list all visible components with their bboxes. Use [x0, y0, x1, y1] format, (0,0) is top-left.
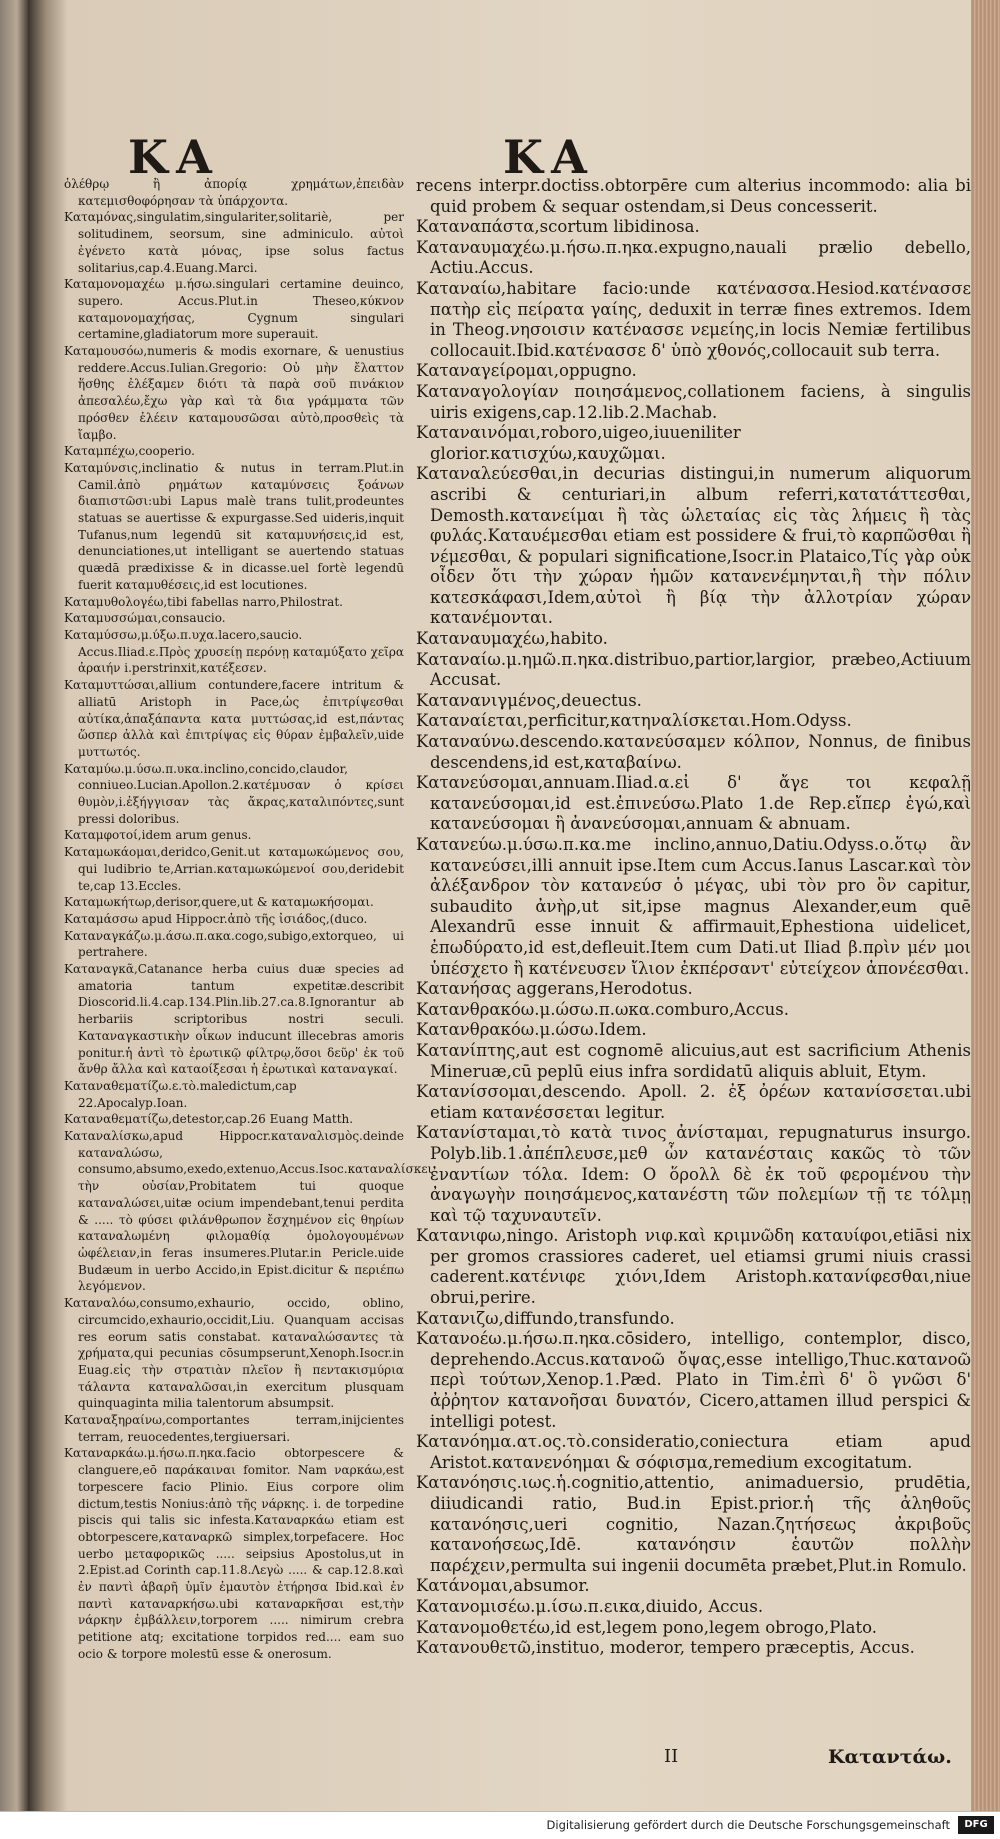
funding-notice: Digitalisierung gefördert durch die Deutsche Forschungsgemeinschaft — [546, 1818, 950, 1832]
dictionary-entry: Κατανομισέω.μ.ίσω.π.εικα,diuido, Accus. — [416, 1596, 764, 1616]
dictionary-entry: Καταναθεματίζω,detestor,cap.26 Euang Matth. — [64, 1112, 354, 1127]
dictionary-entry: Καταναξηραίνω,comportantes terram,inijcientes terram, reuocedentes,tergiuersari. — [64, 1413, 404, 1444]
dictionary-entry: Καταναλίσκω,apud Hippocr.καταναλισμὸς.deinde καταναλώσω, consumo,absumo,exedo,extenuo,Accus.Isoc.καταναλίσκει τὴν οὐσίαν,Probitatem tui quoque καταναλώσει,uitæ ocium impendebant,tenui perdita & ..... τὸ φύσει φιλάνθρωπον ἔσχημένον εἰς θηρίων καταναλωμένη φιλομαθίᾳ ὁμολογουμένων ὠφέλειαν,in feras insumeres.Plutar.in Pericle.uide Budæum in uerbo Accido,in Epist.dicitur & περιέπω λεγόμενον. — [64, 1129, 433, 1294]
dictionary-entry: Καταμουσόω,numeris & modis exornare, & uenustius reddere.Accus.Iulian.Gregorio: Οὐ μὴν ἔλαττον ἥσθης ἐλέξαμεν διότι τὰ παρὰ σοῦ πινάκιον ἀπεσαλέω,ἔχω γὰρ καὶ τὰ δια γράμματα τῶν πρόσθεν ἐλέειν καταμουσῶσαι αὐτὸ,προσθεὶς τὰ ἴαμβο. — [64, 344, 404, 442]
dictionary-entry: ὀλέθρῳ ἢ ἀπορίᾳ χρημάτων,ἐπειδὰν κατεμισθοφόρησαν τὰ ὑπάρχοντα. — [64, 177, 404, 208]
dictionary-entry: Καταμυσσώμαι,consaucio. — [64, 611, 226, 626]
dictionary-entry: Καταναπάστα,scortum libidinosa. — [416, 217, 700, 237]
dictionary-entry: Κατανεύσομαι,annuam.Iliad.α.εἰ δ' ἄγε τοι κεφαλῇ κατανεύσομαι,id est.ἐπινεύσω.Plato 1.de Rep.εἴπερ ἐγώ,καὶ κατανεύσομαι ἢ ἀνανεύσομαι,annuam & abnuam. — [416, 773, 971, 834]
dictionary-entry: Κατανήσας aggerans,Herodotus. — [416, 979, 693, 999]
dictionary-entry: Καταμύνσις,inclinatio & nutus in terram.Plut.in Camil.ἀπὸ ρημάτων καταμύνσεις ξοάνων διαπιστῶσι:ubi Lapus malè trans tulit,prodeuntes statuas se auertisse & expurgasse.Sed uideris,inquit Tufanus,num legendū sit καταμυνήσεις,id est, denunciationes,ut intelligant se auertendo statuas quædā prædixisse & in dicasse.uel fortè legendū fuerit καταμυθέσεις,id est locutiones. — [64, 460, 404, 592]
dictionary-entry: Καταναίω.μ.ημῶ.π.ηκα.distribuo,partior,largior, præbeo,Actiuum Accusat. — [416, 649, 971, 690]
signature-mark: II — [664, 1746, 679, 1767]
dictionary-entry: Καταναθεματίζω.ε.τὸ.maledictum,cap 22.Apocalyp.Ioan. — [64, 1078, 297, 1110]
dictionary-entry: Καταναλεύεσθαι,in decurias distingui,in numerum aliquorum ascribi & centuriari,in album referri,κατατάττεσθαι, Demosth.κατανείμαι ἢ τὰς ὡλεταίας εἰς τὰς λήμεις ἢ τὰς φυλάς.Καταυέμεσθαι etiam est possidere & frui,τὸ καρπῶσθαι ἢ νέμεσθαι, & populari significatione,Isocr.in Plataico,Τίς γὰρ οὐκ οἶδεν ὅτι τὴν χώραν ἡμῶν κατανενέμηνται,ἢ τὴν πόλιν κατεσκάφασι,Idem,αὐτοὶ ἢ βίᾳ τὴν ἀλλοτρίαν χώραν κατανέμονται. — [416, 464, 971, 628]
dictionary-entry: Κατανεύω.μ.ύσω.π.κα.me inclino,annuo,Datiu.Odyss.ο.ὅτῳ ἂν κατανεύσει,illi annuit ipse.Item cum Accus.Ianus Lascar.καὶ τὸν ἀλέξανδρον τὸν κατανεύσ ὁ μέγας, ubi τὸν pro ὃν capitur, subaudito ἀνὴρ,ut sit,ipse magnus Alexander,eum quē Alexandrū esse innuit & affirmauit,Ephestiona uidelicet, ἐπωδύρατο,id est,defleuit.Item cum Dati.ut Iliad β.πρὶν μέν μοι ὑπέσχετο ἢ κατένευσεν ἴλιον ἐκπέρσαντ' εὐτείχεον ἀπονέεσθαι. — [416, 835, 971, 978]
dictionary-entry: Καταναύνω.descendo.κατανεύσαμεν κόλπον, Nonnus, de finibus descendens,id est,καταβαίνω. — [416, 732, 971, 772]
dictionary-entry: Καταναγκᾶ,Catanance herba cuius duæ species ad amatoria tantum expetitæ.describit Dioscorid.li.4.cap.134.Plin.lib.27.ca.8.Ignorantur ab herbariis scriptoribus nostri seculi. Καταναγκαστικὴν οἶκων inducunt illecebras amoris ponitur.ἡ ἀντὶ τὸ ἐρωτικῷ φίλτρῳ,ὅσοι δεῦρ' ἐκ τοῦ ἄνθρ ἄλλα καὶ καταοίξεσαι ἡ ἐρωτικαὶ καταναγκαί. — [64, 962, 404, 1077]
right-column — [416, 176, 971, 1659]
dictionary-entry: Καταμύω.μ.ύσω.π.υκα.inclino,concido,claudor, conniueo.Lucian.Apollon.2.κατέμυσαν ὁ κρίσει θυμὸν,i.ἐξήγγισαν τὰς ἄκρας,καταλιπόντες,sunt pressi doloribus. — [64, 761, 404, 826]
dictionary-entry: recens interpr.doctiss.obtorpēre cum alterius incommodo: alia bi quid probem & sequar ostendam,si Deus concesserit. — [416, 176, 971, 216]
dictionary-entry: Κατανομοθετέω,id est,legem pono,legem obrogo,Plato. — [416, 1617, 878, 1637]
dictionary-entry: Καταμάσσω apud Hippocr.ἀπὸ τῆς ἰσιάδος,(duco. — [64, 911, 368, 926]
dictionary-entry: Καταμωκάομαι,deridco,Genit.ut καταμωκώμενος σου, qui ludibrio te,Arrian.καταμωκώμενοί σου,deridebit te,cap 13.Eccles. — [64, 845, 404, 893]
dictionary-entry: Κατανόημα.ατ.ος.τὸ.consideratio,coniectura etiam apud Aristot.κατανενόημαι & σόφισμα,remedium excogitatum. — [416, 1432, 971, 1472]
catchword: Καταντάω. — [828, 1746, 952, 1768]
dictionary-entry: Καταμυθολογέω,tibi fabellas narro,Philostrat. — [64, 594, 343, 609]
dictionary-entry: Καταναρκάω.μ.ήσω.π.ηκα.facio obtorpescere & clanguere,eō παράκαιναι fomitor. Nam ναρκάω,est torpescere facio Plinio. Eius corpore olim dictum,testis Nonius:ἀπὸ τῆς νάρκης. i. de torpedine piscis qui talis sic infesta.Καταναρκάω etiam est obtorpescere,καταναρκῶ simplex,torpefacere. Hoc uerbo μεταφορικῶς ..... seipsius Apostolus,ut in 2.Epist.ad Corinth cap.11.8.Λεγὼ ..... & cap.12.8.καὶ ἐν παντὶ ἀβαρῆ ὑμῖν ἐμαυτὸν ἐτήρησα Ibid.καὶ ἐν παντὶ καταναρκήσω.ubi καταναρκῆσαι est,τὴν νάρκην ἐμβάλλειν,torporem ..... nimirum crebra petitione atq; excitatione torpidos red.... eam suo ocio & torpore molestū esse & onerosum. — [64, 1446, 404, 1661]
dictionary-entry: Κατανίσταμαι,τὸ κατὰ τινος ἀνίσταμαι, repugnaturus insurgo. Polyb.lib.1.ἀπέπλευσε,μεθ ὧν κατανέσταις κακῶς τὸ τῶν ἐναντίων τόλα. Idem: Ο ὅρολλ δὲ ἐκ τοῦ φερομένου τὴν ἀναγωγὴν ποιησάμενος,κατανέστη τῶν πολεμίων τῇ τε τόλμῃ καὶ τῷ ταχυναυτεῖν. — [416, 1123, 971, 1225]
dictionary-entry: Καταμωκήτωρ,derisor,quere,ut & καταμωκήσομαι. — [64, 895, 374, 910]
dictionary-entry: Κατανοέω.μ.ήσω.π.ηκα.cōsidero, intelligo, contemplor, disco, deprehendo.Accus.κατανοῶ ὄψας,esse intelligo,Thuc.κατανοῶ περὶ τούτων,Xenop.1.Pæd. Plato in Tim.ἐπὶ δ' ὃ γνῶσι δ' ἀῤῥητον κατανοῆσαι δυνατόν, Cicero,attamen illud perspici & intelligi potest. — [416, 1329, 971, 1431]
dfg-logo: DFG — [958, 1816, 994, 1834]
dictionary-entry: Καταναυμαχέω,habito. — [416, 629, 608, 649]
running-head-right: KA — [503, 130, 597, 184]
dictionary-entry: Καταμόνας,singulatim,singulariter,solitariè, per solitudinem, seorsum, sine adminiculo. αὐτοὶ ἐγένετο κατὰ μόνας, ipse solus factus solitarius,cap.4.Euang.Marci. — [64, 210, 404, 275]
dictionary-entry: Καταναγείρομαι,oppugno. — [416, 361, 637, 381]
dictionary-entry: Καταμφοτοί,idem arum genus. — [64, 828, 252, 843]
dictionary-entry: Κατανιφω,ningo. Aristoph νιφ.καὶ κριμνῶδη καταυίφοι,etiāsi nix per gromos crassiores caderet, uel etiamsi grumi niuis crassi caderent.κατένιφε χιόνι,Idem Aristoph.κατανίφεσθαι,niue obrui,perire. — [416, 1226, 971, 1308]
book-fore-edge — [971, 0, 1000, 1838]
dictionary-entry: Καταναινόμαι,roboro,uigeo,iuueniliter glorior.κατισχύω,καυχῶμαι. — [416, 423, 741, 463]
dictionary-entry: Κατανόησις.ιως.ἡ.cognitio,attentio, animaduersio, prudētia, diiudicandi ratio, Bud.in Epist.prior.ἡ τῆς ἀληθοῦς κατανόησις,ueri cognitio, Nazan.ζητήσεως ἀκριβοῦς κατανοήσεως,Idē. κατανόησιν ἑαυτῶν πολλὴν παρέχειν,permulta sui ingenii documēta præbet,Plut.in Romulo. — [416, 1473, 971, 1575]
dictionary-entry: Καταναίεται,perficitur,κατηναλίσκεται.Hom.Odyss. — [416, 711, 852, 731]
dictionary-entry: Κατανιζω,diffundo,transfundo. — [416, 1308, 675, 1328]
book-page — [28, 0, 971, 1838]
dictionary-entry: Κατανίπτης,aut est cognomē alicuius,aut est sacrificium Athenis Mineruæ,cū peplū eius infra sordidatū aliquis abluit, Etym. — [416, 1040, 971, 1081]
dictionary-entry: Καταναυμαχέω.μ.ήσω.π.ηκα.expugno,nauali prælio debello, Actiu.Accus. — [416, 237, 971, 278]
dictionary-entry: Κατανίσσομαι,descendo. Apoll. 2. ἐξ ὀρέων κατανίσσεται.ubi etiam κατανέσσεται legitur. — [416, 1082, 971, 1122]
facing-page-edge — [0, 0, 28, 1838]
dictionary-entry: Καταναγκάζω.μ.άσω.π.ακα.cogo,subigo,extorqueo, ui pertrahere. — [64, 928, 404, 960]
dictionary-entry: Κατανθρακόω.μ.ώσω.Idem. — [416, 1020, 647, 1040]
dictionary-entry: Καταμύσσω,μ.ύξω.π.υχα.lacero,saucio. Accus.Iliad.ε.Πρὸς χρυσείῃ περόνῃ καταμύξατο χεῖρα ἀραιήν i.perstrinxit,κατέξεσεν. — [64, 627, 404, 676]
dictionary-entry: Καταμυττώσαι,allium contundere,facere intritum & alliatū Aristoph in Pace,ὡς ἐπιτρίψεσθαι αὐτίκα,ἁπαξάπαντα κατα μυττώσας,id est,πάντας ὥσπερ ἀλλὰ καὶ ἐπιτρίψας εἰς θύραν ἐμβαλεῖν,uide μυττωτός. — [64, 678, 404, 759]
dictionary-entry: Καταναγολογίαν ποιησάμενος,collationem faciens, à singulis uiris exigens,cap.12.lib.2.Machab. — [416, 381, 971, 422]
dictionary-entry: Καταμπέχω,cooperio. — [64, 444, 195, 459]
left-column — [64, 176, 433, 1663]
dictionary-entry: Κατανανιγμένος,deuectus. — [416, 690, 642, 710]
dictionary-entry: Καταναλόω,consumo,exhaurio, occido, oblino, circumcido,exhaurio,occidit,Liu. Quanquam accisas res eorum satis constabat. καταναλώσαντες τὰ χρήματα,qui pecunias cōsumpserunt,Xenoph.Isocr.in Euag.εἰς τὴν στρατιὰν πλεῖον ἢ πεντακισμύρια τάλαντα καταναλῶσαι,in exercitum plusquam quinquaginta milia talentorum absumpsit. — [64, 1296, 404, 1411]
dictionary-entry: Κατανουθετῶ,instituo, moderor, tempero præceptis, Accus. — [416, 1638, 915, 1658]
dictionary-entry: Κατάνομαι,absumor. — [416, 1576, 590, 1596]
dictionary-entry: Καταναίω,habitare facio:unde κατένασσα.Hesiod.κατένασσε πατὴρ εἰς πείρατα γαίης, deduxit in terræ fines extremos. Idem in Theog.νησοισιν κατένασσε νεμείης,in locis Nemiæ fertilibus collocauit.Ibid.κατένασσε δ' ὑπὸ χθονός,collocauit sub terra. — [416, 278, 971, 360]
running-head-left: KA — [128, 130, 222, 184]
dictionary-entry: Καταμονομαχέω μ.ήσω.singulari certamine deuinco, supero. Accus.Plut.in Theseo,κύκνον καταμονομαχήσας, Cygnum singulari certamine,gladiatorum more superauit. — [64, 277, 404, 342]
digitization-banner — [0, 1811, 1000, 1839]
dictionary-entry: Κατανθρακόω.μ.ώσω.π.ωκα.comburo,Accus. — [416, 999, 789, 1019]
